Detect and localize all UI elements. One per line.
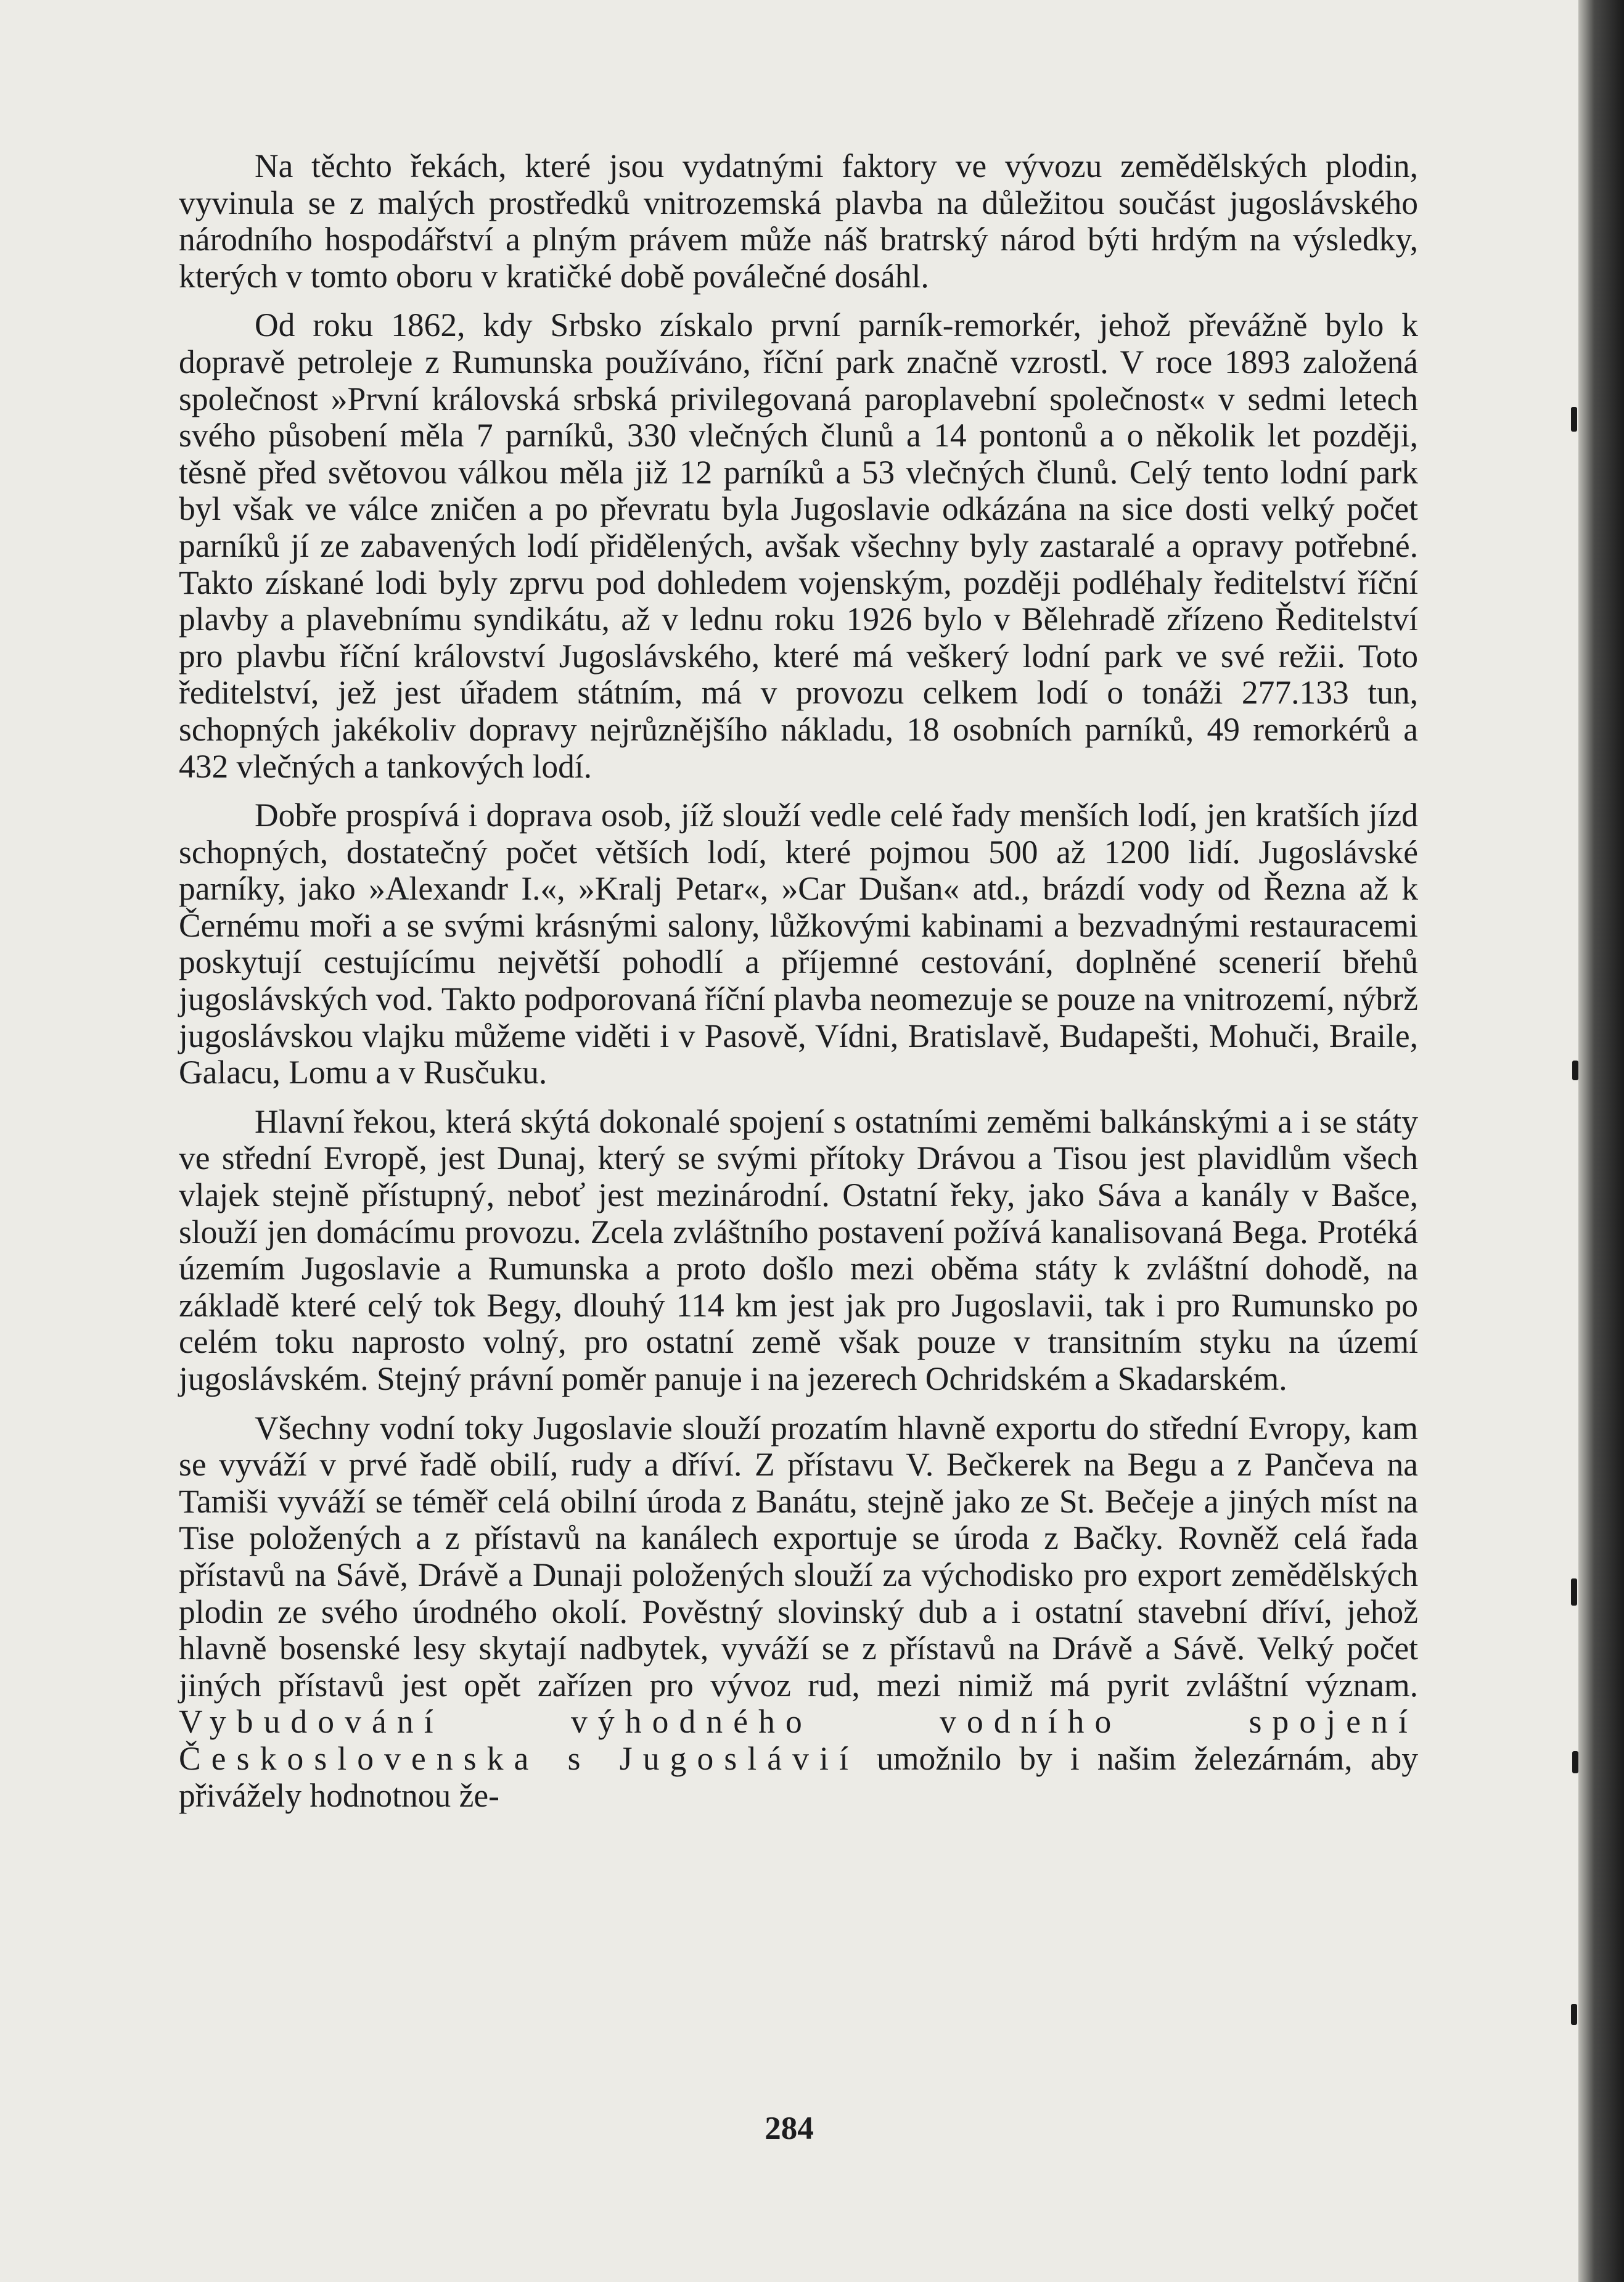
paragraph-5-continuation: umožnilo by i našim železárnám, aby přivážely hodnotnou že- (179, 1739, 1418, 1814)
page-edge-mark (1571, 2004, 1577, 2025)
paragraph-1: Na těchto řekách, které jsou vydatnými faktory ve vývozu zemědělských plodin, vyvinula se z malých prostředků vnitrozemská plavba na důležitou součást jugoslávského národního hospodářství a plným právem může náš bratrský národ býti hrdým na výsledky, kterých v tomto oboru v kratičké době poválečné dosáhl. (179, 147, 1418, 295)
page-edge-mark (1572, 1751, 1578, 1773)
paragraph-2: Od roku 1862, kdy Srbsko získalo první parník-remorkér, jehož převážně bylo k dopravě petroleje z Rumunska používáno, říční park značně vzrostl. V roce 1893 založená společnost »První královská srbská privilegovaná paroplavební společnost« v sedmi letech svého působení měla 7 parníků, 330 vlečných člunů a 14 pontonů a o několik let později, těsně před světovou válkou měla již 12 parníků a 53 vlečných člunů. Celý tento lodní park byl však ve válce zničen a po převratu byla Jugoslavie odkázána na sice dosti velký počet parníků jí ze zabavených lodí přidělených, avšak všechny byly zastaralé a opravy potřebné. Takto získané lodi byly zprvu pod dohledem vojenským, později podléhaly ředitelství říční plavby a plavebnímu syndikátu, až v lednu roku 1926 bylo v Bělehradě zřízeno Ředitelství pro plavbu říční království Jugoslávského, které má veškerý lodní park ve své režii. Toto ředitelství, jež jest úřadem státním, má v provozu celkem lodí o tonáži 277.133 tun, schopných jakékoliv dopravy nejrůznějšího nákladu, 18 osobních parníků, 49 remorkérů a 432 vlečných a tankových lodí. (179, 306, 1418, 785)
paragraph-5-text: Všechny vodní toky Jugoslavie slouží prozatím hlavně exportu do střední Evropy, kam se vyváží v prvé řadě obilí, rudy a dříví. Z přístavu V. Bečkerek na Begu a z Pančeva na Tamiši vyváží se téměř celá obilní úroda z Banátu, stejně jako ze St. Bečeje a jiných míst na Tise položených a z přístavů na kanálech exportuje se úroda z Bačky. Rovněž celá řada přístavů na Sávě, Drávě a Dunaji položených slouží za východisko pro export zemědělských plodin ze svého úrodného okolí. Pověstný slovinský dub a i ostatní stavební dříví, jehož hlavně bosenské lesy skytají nadbytek, vyváží se z přístavů na Drávě a Sávě. Velký počet jiných přístavů jest opět zařízen pro vývoz rud, mezi nimiž má pyrit zvláštní význam. (179, 1409, 1418, 1704)
page-edge-mark (1571, 1578, 1577, 1606)
page-edge-mark (1571, 407, 1577, 432)
book-spine-shadow (1578, 0, 1624, 2282)
spaced-emphasis-text: Vybudování výhodného vodního spojení Československa s Jugoslávií (179, 1703, 1418, 1777)
body-text (179, 148, 1418, 1826)
paragraph-5 (179, 1410, 1418, 1815)
page-number: 284 (765, 2111, 814, 2146)
paragraph-4: Hlavní řekou, která skýtá dokonalé spojení s ostatními zeměmi balkánskými a i se státy ve střední Evropě, jest Dunaj, který se svými přítoky Drávou a Tisou jest plavidlům všech vlajek stejně přístupný, neboť jest mezinárodní. Ostatní řeky, jako Sáva a kanály v Bašce, slouží jen domácímu provozu. Zcela zvláštního postavení požívá kanalisovaná Bega. Protéká územím Jugoslavie a Rumunska a proto došlo mezi oběma státy k zvláštní dohodě, na základě které celý tok Begy, dlouhý 114 km jest jak pro Jugoslavii, tak i pro Rumunsko po celém toku naprosto volný, pro ostatní země však pouze v transitním styku na území jugoslávském. Stejný právní poměr panuje i na jezerech Ochridském a Skadarském. (179, 1102, 1418, 1397)
paragraph-3: Dobře prospívá i doprava osob, jíž slouží vedle celé řady menších lodí, jen kratších jízd schopných, dostatečný počet větších lodí, které pojmou 500 až 1200 lidí. Jugoslávské parníky, jako »Alexandr I.«, »Kralj Petar«, »Car Dušan« atd., brázdí vody od Řezna až k Černému moři a se svými krásnými salony, lůžkovými kabinami a bezvadnými restauracemi poskytují cestujícímu největší pohodlí a příjemné cestování, doplněné scenerií břehů jugoslávských vod. Takto podporovaná říční plavba neomezuje se pouze na vnitrozemí, nýbrž jugoslávskou vlajku můžeme viděti i v Pasově, Vídni, Bratislavě, Budapešti, Mohuči, Braile, Galacu, Lomu a v Rusčuku. (179, 797, 1418, 1091)
page-edge-mark (1572, 1061, 1578, 1080)
